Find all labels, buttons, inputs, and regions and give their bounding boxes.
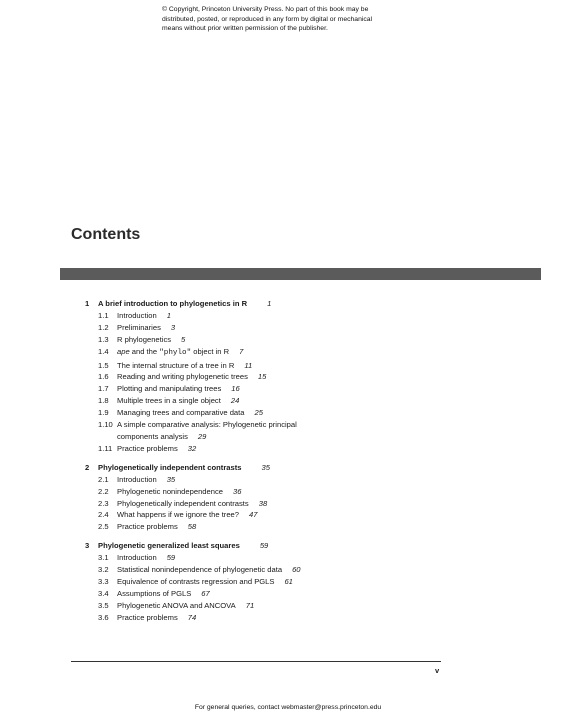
table-of-contents [85, 298, 385, 631]
page-number: 3 [170, 322, 176, 332]
copyright-notice [162, 5, 432, 34]
section-entry[interactable] [85, 322, 385, 334]
section-number: 1.10 [98, 420, 113, 430]
folio-page-number: v [435, 666, 440, 675]
page-number: 61 [284, 576, 293, 586]
section-entry[interactable] [85, 443, 385, 455]
page-number: 67 [201, 588, 210, 598]
section-title: Plotting and manipulating trees [117, 384, 222, 394]
section-entry[interactable] [85, 474, 385, 486]
chapter-number: 2 [85, 462, 90, 472]
section-entry[interactable] [85, 576, 385, 588]
section-entry[interactable] [85, 360, 385, 372]
page-number: 35 [261, 462, 270, 472]
page-number: 15 [257, 372, 267, 382]
section-entry[interactable] [85, 612, 385, 624]
section-number: 3.1 [98, 553, 109, 563]
chapter-entry[interactable] [85, 298, 385, 310]
section-number: 2.5 [98, 522, 109, 532]
page-number: 60 [292, 565, 301, 575]
section-title: Phylogenetically independent contrasts [117, 498, 249, 508]
section-number: 3.3 [98, 576, 109, 586]
section-entry[interactable] [85, 334, 385, 346]
section-title: Introduction [117, 310, 157, 320]
page-number: 24 [230, 396, 240, 406]
section-title-part: and the [129, 346, 160, 356]
section-title: Preliminaries [117, 322, 161, 332]
section-number: 3.2 [98, 565, 109, 575]
page-number: 29 [197, 431, 207, 441]
section-number: 1.11 [98, 443, 113, 453]
page-number: 1 [267, 299, 272, 308]
chapter-entry[interactable] [85, 540, 385, 552]
section-entry[interactable] [85, 419, 385, 431]
chapter-number: 3 [85, 541, 90, 551]
section-title: The internal structure of a tree in R [117, 360, 235, 370]
section-title: Multiple trees in a single object [117, 396, 221, 406]
page-number: 7 [239, 346, 244, 356]
footer-contact: For general queries, contact webmaster@press.princeton.edu [194, 704, 382, 711]
section-number: 3.4 [98, 588, 109, 598]
toc-chapter [85, 298, 385, 455]
page-number: 11 [244, 360, 253, 370]
page-number: 38 [258, 498, 268, 508]
section-title: What happens if we ignore the tree? [117, 510, 239, 520]
title-rule-bar [60, 268, 541, 280]
section-title: Practice problems [117, 443, 178, 453]
section-title-part: ape [117, 346, 130, 356]
section-title: Reading and writing phylogenetic trees [117, 372, 248, 382]
section-title: Phylogenetic ANOVA and ANCOVA [117, 600, 236, 610]
chapter-title: Phylogenetic generalized least squares [98, 541, 240, 551]
page-number: 59 [259, 541, 269, 551]
page-number: 74 [187, 612, 197, 622]
page-number: 47 [249, 510, 258, 520]
toc-chapter [85, 462, 385, 533]
page-title: Contents [71, 226, 141, 243]
section-title: Assumptions of PGLS [117, 588, 192, 598]
section-number: 1.5 [98, 360, 109, 370]
section-entry[interactable] [85, 498, 385, 510]
section-title: Introduction [117, 553, 157, 563]
section-entry[interactable] [85, 310, 385, 322]
page-number: 25 [254, 408, 263, 418]
copyright-line: © Copyright, Princeton University Press. No part of this book may be [162, 6, 369, 13]
section-title: Practice problems [117, 522, 178, 532]
section-entry[interactable] [85, 346, 385, 360]
page-number: 16 [231, 384, 240, 394]
section-number: 2.4 [98, 510, 109, 520]
chapter-title: A brief introduction to phylogenetics in R [98, 299, 248, 308]
section-title: Equivalence of contrasts regression and PGLS [117, 576, 275, 586]
section-entry[interactable] [85, 588, 385, 600]
section-entry[interactable] [85, 600, 385, 612]
section-title: Managing trees and comparative data [117, 408, 245, 418]
page-number: 32 [187, 443, 197, 453]
section-entry[interactable] [85, 395, 385, 407]
page-number: 36 [232, 486, 242, 496]
section-number: 1.9 [98, 408, 109, 418]
section-title: Introduction [117, 474, 157, 484]
page-number: 71 [245, 600, 255, 610]
section-number: 1.8 [98, 396, 109, 406]
page-number: 1 [166, 310, 171, 320]
section-number: 1.7 [98, 384, 109, 394]
toc-chapter [85, 540, 385, 623]
section-entry[interactable] [85, 383, 385, 395]
section-entry[interactable] [85, 407, 385, 419]
section-entry[interactable] [85, 509, 385, 521]
section-number: 1.2 [98, 322, 109, 332]
page-number: 59 [166, 553, 176, 563]
chapter-entry[interactable] [85, 462, 385, 474]
section-title: Statistical nonindependence of phylogenetic data [117, 565, 283, 575]
section-entry[interactable] [85, 486, 385, 498]
section-title-part: object in R [191, 346, 230, 356]
section-number: 1.3 [98, 334, 109, 344]
section-title: R phylogenetics [117, 334, 172, 344]
section-entry-continuation[interactable] [85, 431, 385, 443]
section-number: 1.1 [98, 310, 109, 320]
page-number: 5 [181, 334, 186, 344]
section-entry[interactable] [85, 552, 385, 564]
copyright-line: distributed, posted, or reproduced in any form by digital or mechanical [162, 15, 373, 23]
section-entry[interactable] [85, 564, 385, 576]
section-number: 1.6 [98, 372, 109, 382]
section-title: Practice problems [117, 612, 178, 622]
section-number: 1.4 [98, 346, 109, 356]
section-number: 2.3 [98, 498, 109, 508]
section-title: A simple comparative analysis: Phylogenetic principal [117, 420, 297, 430]
chapter-number: 1 [85, 299, 90, 308]
chapter-title: Phylogenetically independent contrasts [98, 462, 242, 472]
section-number: 2.2 [98, 486, 109, 496]
section-entry[interactable] [85, 521, 385, 533]
section-title: Phylogenetic nonindependence [117, 486, 223, 496]
page-number: 58 [187, 522, 197, 532]
section-title: components analysis [117, 431, 188, 441]
section-number: 3.5 [98, 600, 109, 610]
section-entry[interactable] [85, 371, 385, 383]
section-number: 3.6 [98, 612, 109, 622]
page-number: 35 [166, 474, 176, 484]
section-title-code: "phylo" [159, 348, 192, 357]
section-number: 2.1 [98, 474, 109, 484]
copyright-line: means without prior written permission of the publisher. [162, 25, 328, 33]
footer-rule [71, 661, 441, 662]
